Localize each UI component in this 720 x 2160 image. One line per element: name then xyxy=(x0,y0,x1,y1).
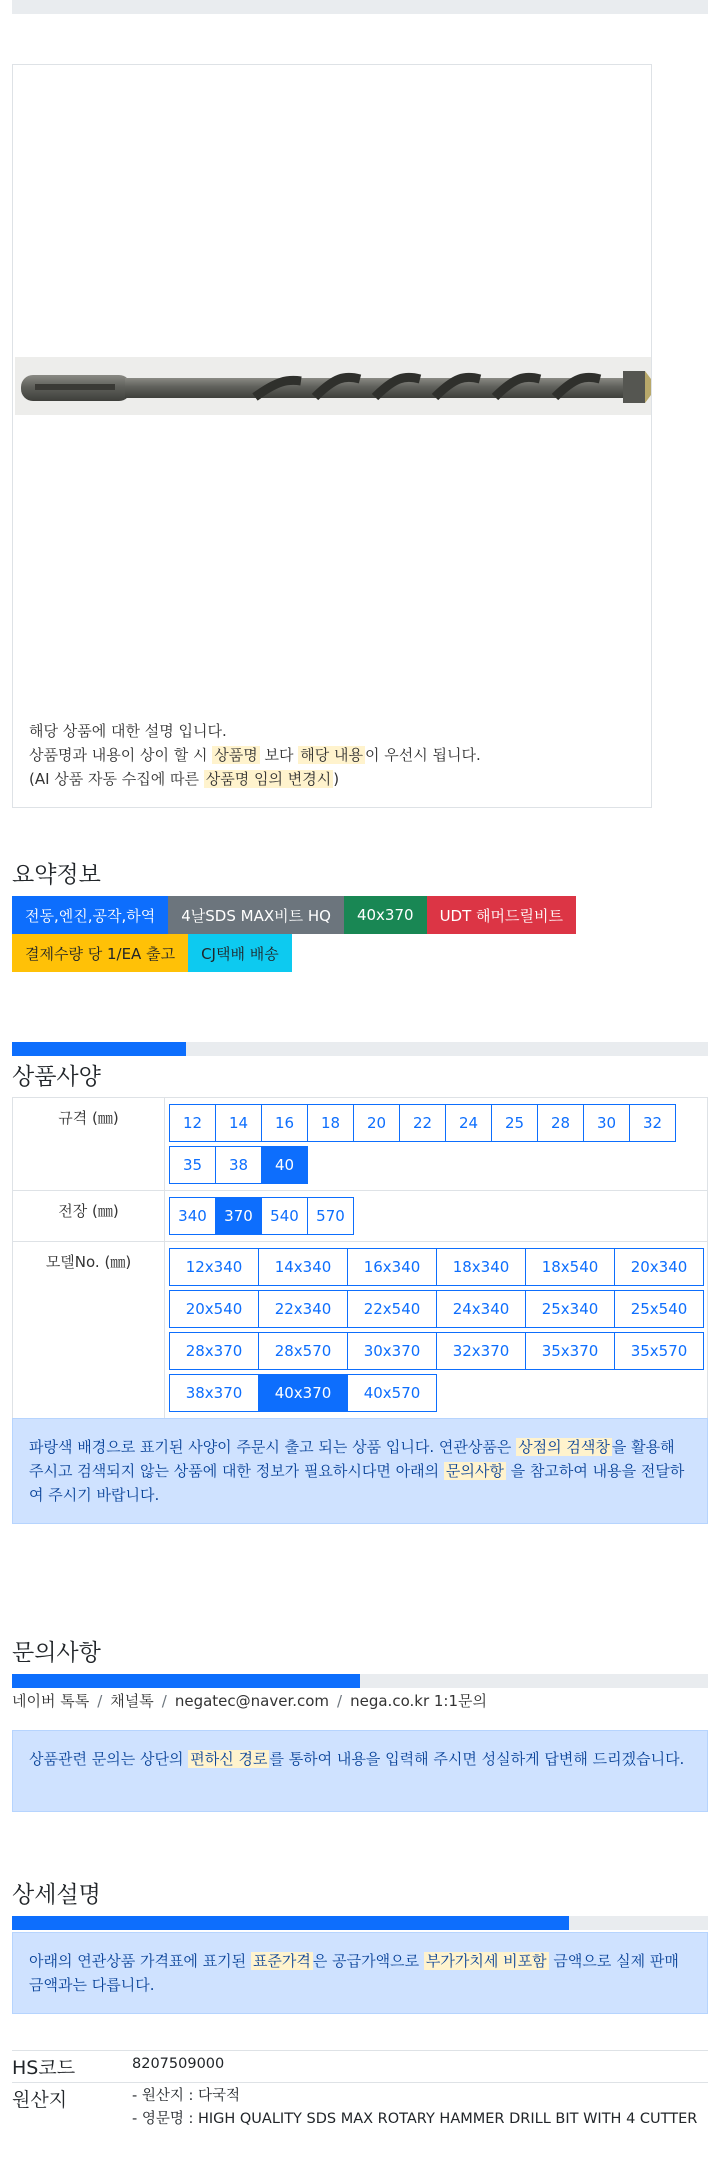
spec-row xyxy=(13,1241,707,1418)
origin-label: 원산지 xyxy=(12,2089,68,2111)
spec-option-button[interactable]: 25 xyxy=(491,1104,538,1142)
description-line-1: 해당 상품에 대한 설명 입니다. xyxy=(29,722,227,740)
spec-option-button[interactable]: 16x340 xyxy=(347,1248,437,1286)
spec-table xyxy=(12,1097,708,1419)
description-text: (AI 상품 자동 수집에 따른 xyxy=(29,770,204,788)
spec-option-button[interactable]: 35 xyxy=(169,1146,216,1184)
description-text: 보다 xyxy=(259,746,299,764)
spec-option-button[interactable]: 40x570 xyxy=(347,1374,437,1412)
summary-badge: UDT 해머드릴비트 xyxy=(427,896,576,934)
badge-row xyxy=(12,934,652,972)
spec-option-button[interactable]: 18 xyxy=(307,1104,354,1142)
contact-separator: / xyxy=(97,1692,103,1710)
spec-option-button[interactable]: 12 xyxy=(169,1104,216,1142)
spec-option-button[interactable]: 22 xyxy=(399,1104,446,1142)
highlight-content: 해당 내용 xyxy=(300,746,363,764)
spec-option-button[interactable]: 40 xyxy=(261,1146,308,1184)
description-text: 상품명과 내용이 상이 할 시 xyxy=(29,746,213,764)
specs-title: 상품사양 xyxy=(12,1064,101,1090)
highlight-inquiry: 문의사항 xyxy=(445,1462,504,1480)
detail-title: 상세설명 xyxy=(12,1882,101,1908)
spec-option-button[interactable]: 14 xyxy=(215,1104,262,1142)
hs-code-label: HS코드 xyxy=(12,2057,76,2079)
note-text: 을 활용해 주시고 검색되지 않는 상품에 대한 정보가 필요하시다면 아래의 xyxy=(29,1438,675,1480)
spec-label: 규격 (㎜) xyxy=(13,1098,165,1190)
spec-option-button[interactable]: 32x370 xyxy=(436,1332,526,1370)
inquiry-progress-fill xyxy=(12,1674,360,1688)
contact-link[interactable]: 네이버 톡톡 xyxy=(12,1692,90,1710)
spec-option-button[interactable]: 540 xyxy=(261,1197,308,1235)
spec-option-button[interactable]: 38 xyxy=(215,1146,262,1184)
inquiry-title: 문의사항 xyxy=(12,1640,101,1666)
note-text: 금액으로 실제 판매금액과는 다릅니다. xyxy=(29,1952,679,1994)
contact-link[interactable]: negatec@naver.com xyxy=(174,1692,330,1710)
summary-badge: CJ택배 배송 xyxy=(188,934,292,972)
detail-progress-bar xyxy=(12,1916,708,1930)
spec-option-button[interactable]: 28x570 xyxy=(258,1332,348,1370)
spec-row xyxy=(13,1190,707,1241)
spec-option-button[interactable]: 20x540 xyxy=(169,1290,259,1328)
hs-code-value: 8207509000 xyxy=(132,2056,225,2072)
spec-option-button[interactable]: 25x540 xyxy=(614,1290,704,1328)
spec-label: 모델No. (㎜) xyxy=(13,1242,165,1418)
spec-option-button[interactable]: 40x370 xyxy=(258,1374,348,1412)
highlight-standard-price: 표준가격 xyxy=(252,1952,311,1970)
spec-option-button[interactable]: 25x340 xyxy=(525,1290,615,1328)
highlight-product-name: 상품명 xyxy=(214,746,258,764)
contact-separator: / xyxy=(337,1692,343,1710)
spec-option-button[interactable]: 18x540 xyxy=(525,1248,615,1286)
specs-progress-bar xyxy=(12,1042,708,1056)
highlight-preferred-route: 편하신 경로 xyxy=(190,1750,268,1768)
note-text: 상품관련 문의는 상단의 xyxy=(29,1750,189,1768)
origin-english-name: - 영문명 : HIGH QUALITY SDS MAX ROTARY HAMMER DRILL BIT WITH 4 CUTTER xyxy=(132,2111,698,2127)
summary-badges xyxy=(12,896,652,972)
description-text: ) xyxy=(333,770,340,788)
spec-option-button[interactable]: 22x340 xyxy=(258,1290,348,1328)
origin-value xyxy=(132,2083,708,2137)
spec-option-button[interactable]: 32 xyxy=(629,1104,676,1142)
drill-bit-image xyxy=(15,357,651,415)
description-line-3 xyxy=(29,767,481,791)
detail-progress-fill xyxy=(12,1916,569,1930)
summary-badge: 4날SDS MAX비트 HQ xyxy=(168,896,344,934)
spec-option-button[interactable]: 24 xyxy=(445,1104,492,1142)
spec-label: 전장 (㎜) xyxy=(13,1191,165,1241)
note-text: 파랑색 배경으로 표기된 사양이 주문시 출고 되는 상품 입니다. 연관상품은 xyxy=(29,1438,517,1456)
contact-link[interactable]: 채널톡 xyxy=(110,1692,154,1710)
product-description xyxy=(29,719,481,791)
badge-row xyxy=(12,896,652,934)
info-row-hs-code xyxy=(12,2050,708,2082)
inquiry-progress-bar xyxy=(12,1674,708,1688)
spec-option-button[interactable]: 570 xyxy=(307,1197,354,1235)
specs-note xyxy=(12,1418,708,1524)
spec-options xyxy=(165,1098,707,1190)
detail-note xyxy=(12,1932,708,2014)
spec-option-button[interactable]: 12x340 xyxy=(169,1248,259,1286)
description-text: 이 우선시 됩니다. xyxy=(364,746,481,764)
spec-option-button[interactable]: 38x370 xyxy=(169,1374,259,1412)
specs-progress-fill xyxy=(12,1042,186,1056)
spec-option-button[interactable]: 20 xyxy=(353,1104,400,1142)
spec-options xyxy=(165,1242,707,1418)
spec-option-button[interactable]: 35x570 xyxy=(614,1332,704,1370)
info-row-origin xyxy=(12,2082,708,2137)
spec-option-button[interactable]: 35x370 xyxy=(525,1332,615,1370)
spec-option-button[interactable]: 24x340 xyxy=(436,1290,526,1328)
note-text: 을 참고하여 내용을 전달하여 주시기 바랍니다. xyxy=(29,1462,685,1504)
note-text: 를 통하여 내용을 입력해 주시면 성실하게 답변해 드리겠습니다. xyxy=(269,1750,685,1768)
highlight-vat-excluded: 부가가치세 비포함 xyxy=(425,1952,547,1970)
info-table xyxy=(12,2050,708,2137)
contact-link[interactable]: nega.co.kr 1:1문의 xyxy=(350,1692,487,1710)
description-line-2 xyxy=(29,743,481,767)
spec-options xyxy=(165,1191,707,1241)
note-text: 은 공급가액으로 xyxy=(312,1952,424,1970)
inquiry-note xyxy=(12,1730,708,1812)
spec-option-button[interactable]: 28x370 xyxy=(169,1332,259,1370)
spec-option-button[interactable]: 340 xyxy=(169,1197,216,1235)
contact-separator: / xyxy=(161,1692,167,1710)
spec-option-button[interactable]: 30 xyxy=(583,1104,630,1142)
spec-option-button[interactable]: 16 xyxy=(261,1104,308,1142)
summary-badge: 전동,엔진,공작,하역 xyxy=(12,896,168,934)
highlight-search-box: 상점의 검색창 xyxy=(518,1438,610,1456)
spec-option-button[interactable]: 20x340 xyxy=(614,1248,704,1286)
product-card xyxy=(12,64,652,808)
summary-badge: 40x370 xyxy=(344,896,427,934)
origin-country: - 원산지 : 다국적 xyxy=(132,2088,240,2104)
spec-option-button[interactable]: 28 xyxy=(537,1104,584,1142)
spec-option-button[interactable]: 14x340 xyxy=(258,1248,348,1286)
highlight-name-change: 상품명 임의 변경시 xyxy=(205,770,332,788)
spec-option-button[interactable]: 370 xyxy=(215,1197,262,1235)
summary-title: 요약정보 xyxy=(12,862,101,888)
summary-badge: 결제수량 당 1/EA 출고 xyxy=(12,934,188,972)
spec-option-button[interactable]: 18x340 xyxy=(436,1248,526,1286)
contact-list xyxy=(12,1690,487,1711)
note-text: 아래의 연관상품 가격표에 표기된 xyxy=(29,1952,251,1970)
spec-option-button[interactable]: 30x370 xyxy=(347,1332,437,1370)
spec-row xyxy=(13,1098,707,1190)
spec-option-button[interactable]: 22x540 xyxy=(347,1290,437,1328)
top-progress-bar xyxy=(12,0,708,14)
